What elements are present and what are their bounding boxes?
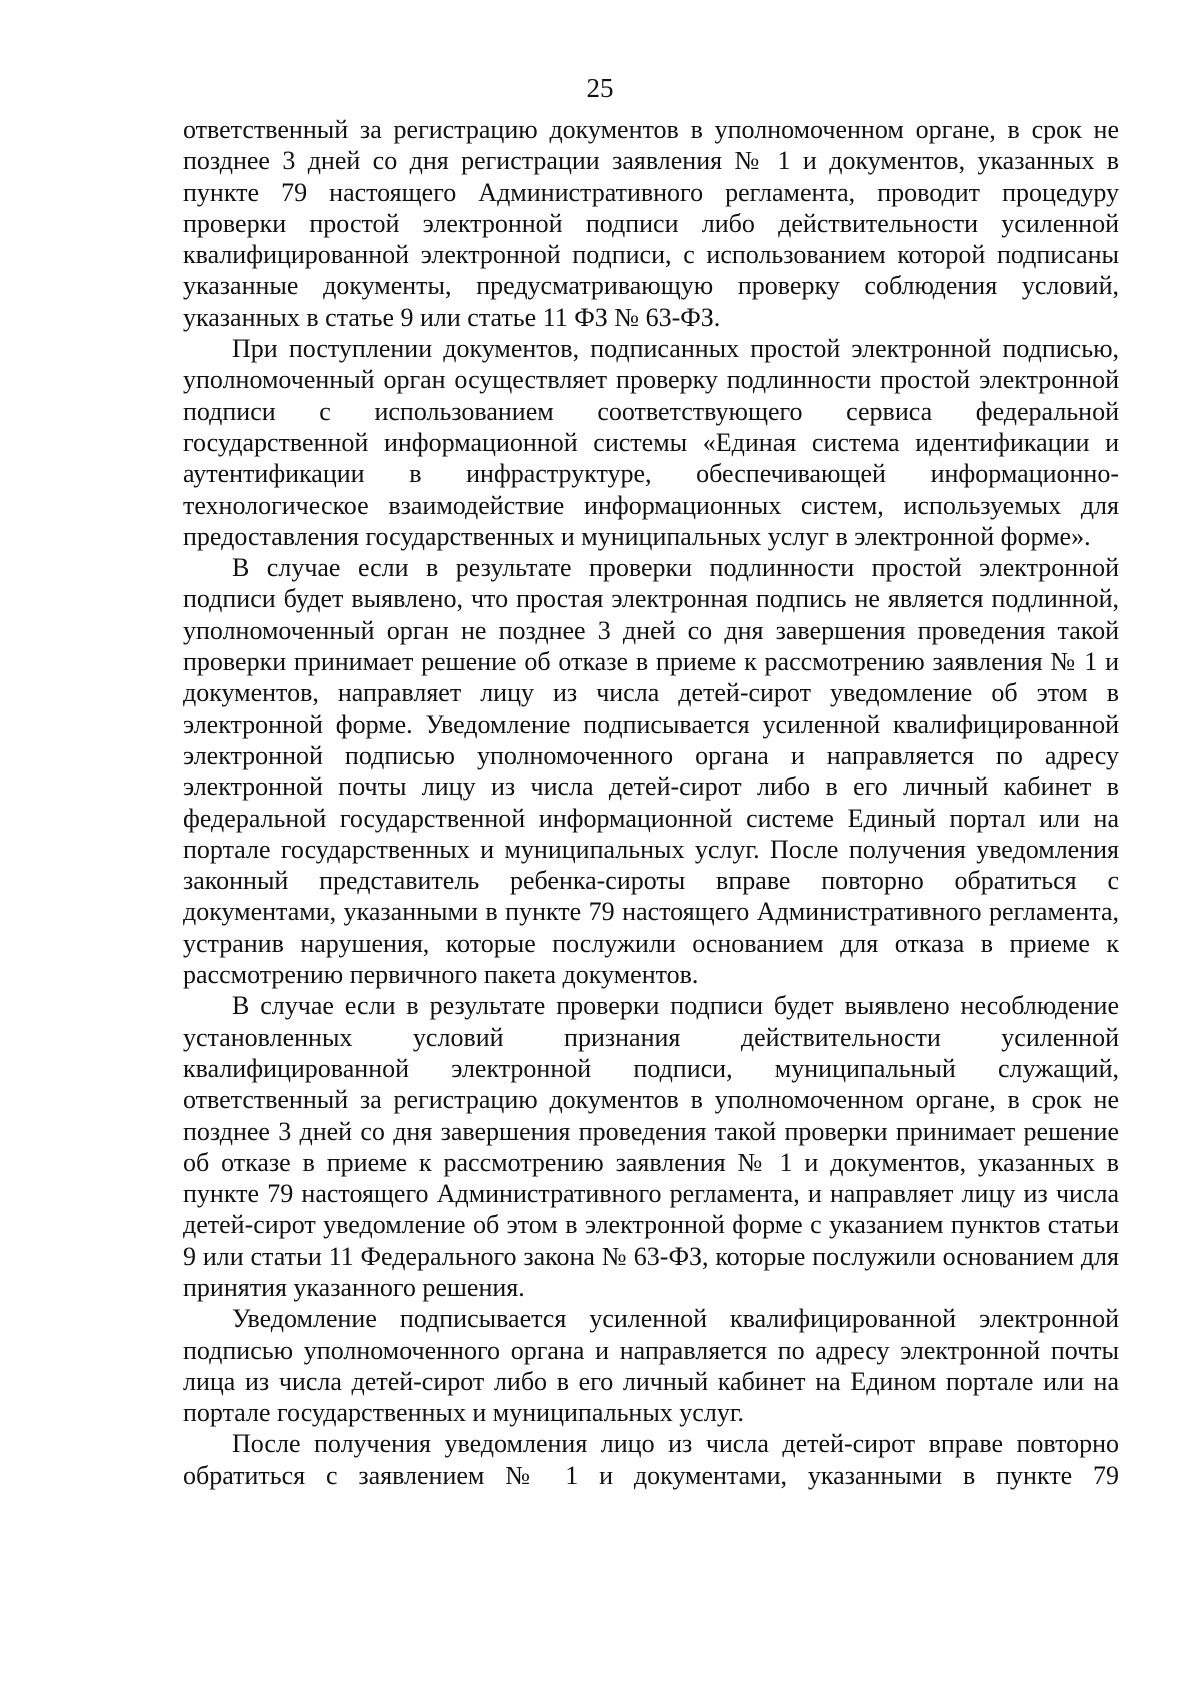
paragraph-5: Уведомление подписывается усиленной квалифицированной электронной подписью уполномоченного органа и направляется по адресу электронной почты лица из числа детей-сирот либо в его личный кабинет на Едином портале или на портале государственных и муниципальных услуг. [183, 1304, 1119, 1428]
paragraph-4: В случае если в результате проверки подписи будет выявлено несоблюдение установленных условий признания действительности усиленной квалифицированной электронной подписи, муниципальный служащий, ответственный за регистрацию документов в уполномоченном органе, в срок не позднее 3 дней со дня завершения проведения такой проверки принимает решение об отказе в приеме к рассмотрению заявления № 1 и документов, указанных в пункте 79 настоящего Административного регламента, и направляет лицу из числа детей-сирот уведомление об этом в электронной форме с указанием пунктов статьи 9 или статьи 11 Федерального закона № 63-ФЗ, которые послужили основанием для принятия указанного решения. [183, 991, 1119, 1302]
paragraph-3: В случае если в результате проверки подлинности простой электронной подписи будет выявлено, что простая электронная подпись не является подлинной, уполномоченный орган не позднее 3 дней со дня завершения проведения такой проверки принимает решение об отказе в приеме к рассмотрению заявления № 1 и документов, направляет лицу из числа детей-сирот уведомление об этом в электронной форме. Уведомление подписывается усиленной квалифицированной электронной подписью уполномоченного органа и направляется по адресу электронной почты лицу из числа детей-сирот либо в его личный кабинет в федеральной государственной информационной системе Единый портал или на портале государственных и муниципальных услуг. После получения уведомления законный представитель ребенка-сироты вправе повторно обратиться с документами, указанными в пункте 79 настоящего Административного регламента, устранив нарушения, которые послужили основанием для отказа в приеме к рассмотрению первичного пакета документов. [183, 553, 1119, 990]
page-number: 25 [586, 73, 614, 103]
document-body [183, 114, 1119, 1491]
paragraph-6: После получения уведомления лицо из числа детей-сирот вправе повторно обратиться с заявлением № 1 и документами, указанными в пункте 79 [183, 1429, 1119, 1490]
paragraph-2: При поступлении документов, подписанных простой электронной подписью, уполномоченный орган осуществляет проверку подлинности простой электронной подписи с использованием соответствующего сервиса федеральной государственной информационной системы «Единая система идентификации и аутентификации в инфраструктуре, обеспечивающей информационно-технологическое взаимодействие информационных систем, используемых для предоставления государственных и муниципальных услуг в электронной форме». [183, 334, 1119, 551]
paragraph-1: ответственный за регистрацию документов в уполномоченном органе, в срок не позднее 3 дней со дня регистрации заявления № 1 и документов, указанных в пункте 79 настоящего Административного регламента, проводит процедуру проверки простой электронной подписи либо действительности усиленной квалифицированной электронной подписи, с использованием которой подписаны указанные документы, предусматривающую проверку соблюдения условий, указанных в статье 9 или статье 11 ФЗ № 63-ФЗ. [183, 115, 1119, 332]
